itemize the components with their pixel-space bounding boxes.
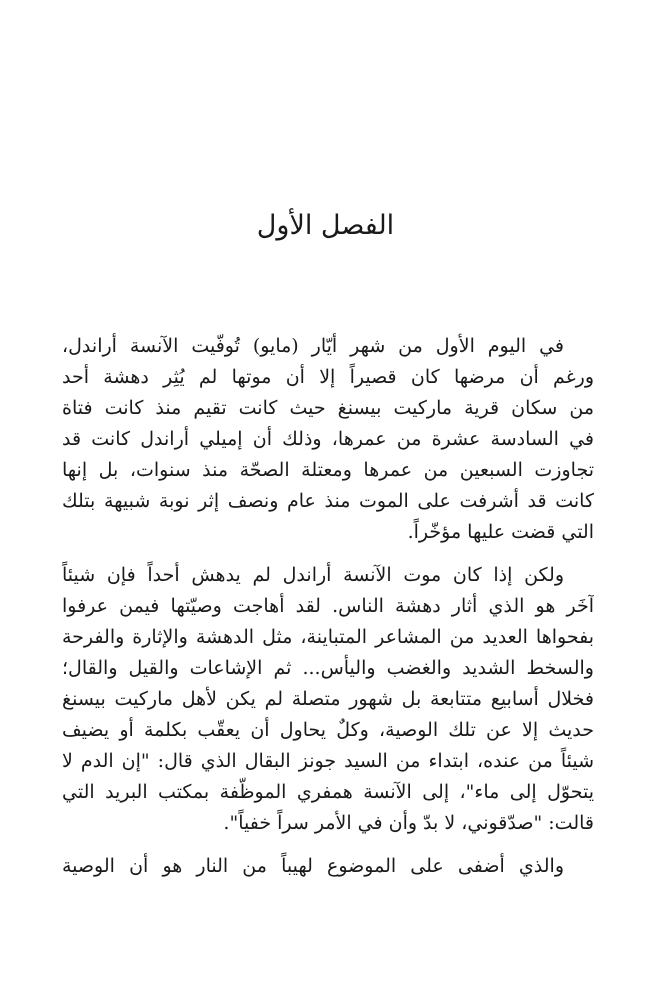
text-line: يتحوّل إلى ماء"، إلى الآنسة همفري الموظّفة بمكتب البريد التي xyxy=(62,781,594,803)
paragraph-1 xyxy=(62,331,594,548)
text-line: في اليوم الأول من شهر أيّار (مايو) تُوفّيت الآنسة أراندل، xyxy=(62,335,564,357)
text-line: بفحواها العديد من المشاعر المتباينة، مثل الدهشة والإثارة والفرحة xyxy=(62,626,594,648)
text-line: حديث إلا عن تلك الوصية، وكلٌ يحاول أن يعقّب بكلمة أو يضيف xyxy=(62,719,594,741)
chapter-title: الفصل الأول xyxy=(256,210,395,241)
text-line: فخلال أسابيع متتابعة بل شهور متصلة لم يكن لأهل ماركيت بيسنغ xyxy=(62,688,594,710)
text-line: قالت: "صدّقوني، لا بدّ وأن في الأمر سراً خفياً". xyxy=(223,812,594,834)
paragraph-3 xyxy=(62,851,594,882)
text-line: والسخط الشديد والغضب واليأس... ثم الإشاعات والقيل والقال؛ xyxy=(62,657,594,679)
text-line: ولكن إذا كان موت الآنسة أراندل لم يدهش أحداً فإن شيئاً xyxy=(62,564,564,586)
text-line: آخَر هو الذي أثار دهشة الناس. لقد أهاجت وصيّتها فيمن عرفوا xyxy=(62,595,594,617)
text-line: شيئاً من عنده، ابتداء من السيد جونز البقال الذي قال: "إن الدم لا xyxy=(62,750,594,772)
paragraph-2 xyxy=(62,560,594,839)
text-line: والذي أضفى على الموضوع لهيباً من النار هو أن الوصية xyxy=(62,855,564,877)
text-line: التي قضت عليها مؤخّراً. xyxy=(407,521,594,543)
text-line: ورغم أن مرضها كان قصيراً إلا أن موتها لم يُثِر دهشة أحد xyxy=(62,366,594,388)
text-line: كانت قد أشرفت على الموت منذ عام ونصف إثر نوبة شبيهة بتلك xyxy=(62,490,594,512)
text-line: تجاوزت السبعين من عمرها ومعتلة الصحّة منذ سنوات، بل إنها xyxy=(62,459,594,481)
chapter-body xyxy=(62,331,594,882)
text-line: من سكان قرية ماركيت بيسنغ حيث كانت تقيم منذ كانت فتاة xyxy=(62,397,594,419)
text-line: في السادسة عشرة من عمرها، وذلك أن إميلي أراندل كانت قد xyxy=(62,428,594,450)
